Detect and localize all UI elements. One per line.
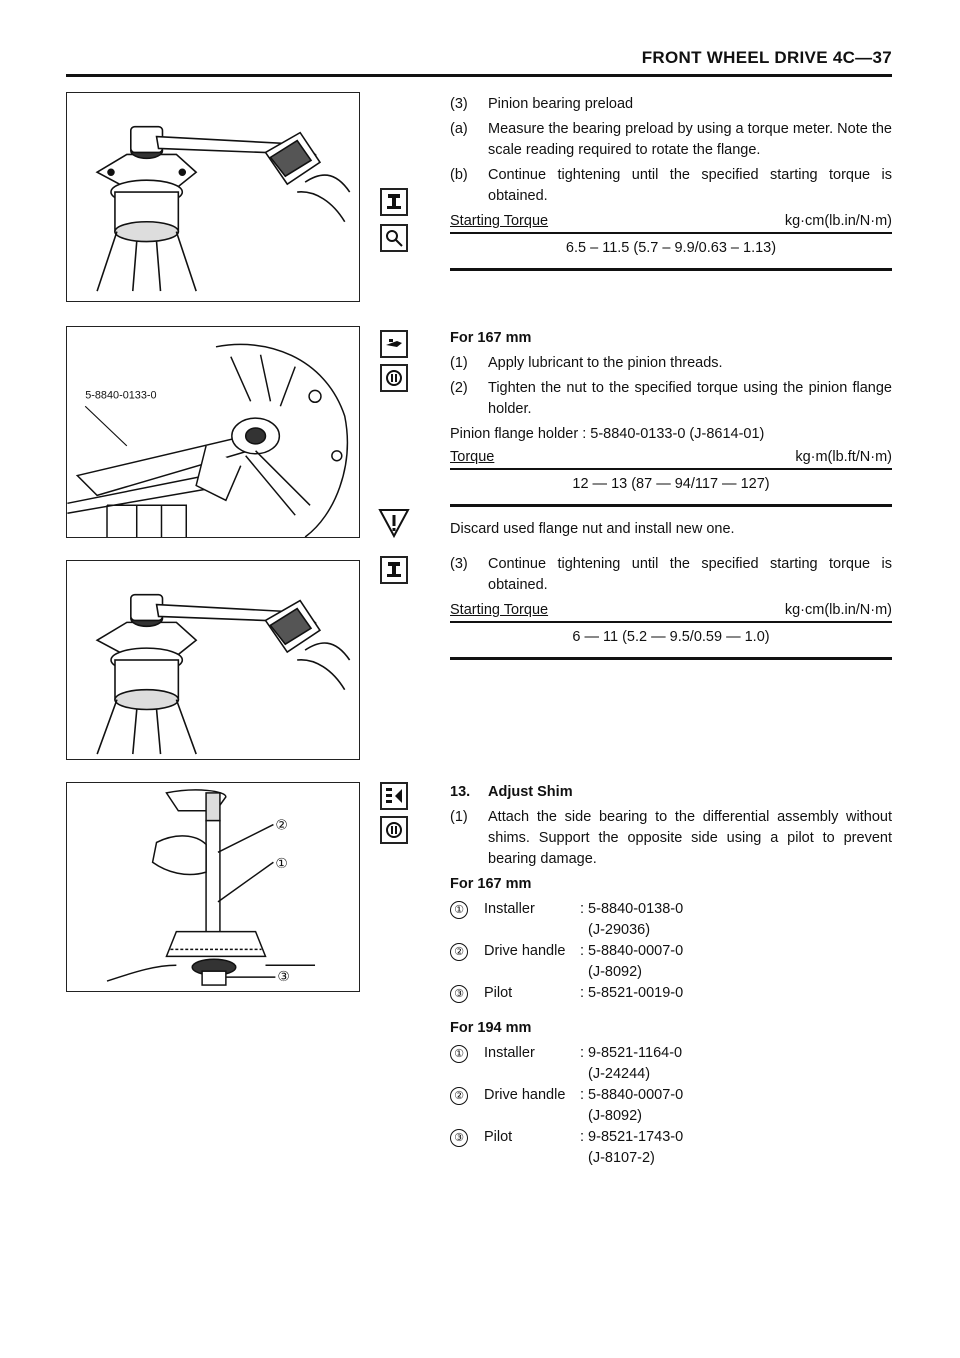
spec2-value: 6 — 11 (5.2 — 9.5/0.59 — 1.0) <box>572 629 770 645</box>
tool-part: : 9-8521-1743-0 <box>580 1129 684 1145</box>
figure-side-bearing-installer <box>66 782 360 992</box>
step-b-number: (b) <box>450 167 468 183</box>
tool-part: : 5-8521-0019-0 <box>580 985 684 1001</box>
figure-flange-holder <box>66 326 360 538</box>
section-167mm-pinion-nut <box>450 328 892 660</box>
callout-2: ② <box>275 817 288 834</box>
caution-icon <box>378 508 410 538</box>
spec2-bottom-rule <box>450 657 892 660</box>
tool-part: : 5-8840-0138-0 <box>580 901 684 917</box>
tool-ref: (J-8092) <box>588 1108 642 1124</box>
tool-ref: (J-24244) <box>588 1066 651 1082</box>
item-number: (3) <box>450 96 468 112</box>
spec2-unit: kg·cm(lb.in/N·m) <box>784 602 892 618</box>
adjust-icon <box>380 782 408 810</box>
substep-1-text: Attach the side bearing to the differential assembly without shims. Support the opposite side using a pilot to prevent bearing damage. <box>488 809 892 867</box>
tool-part: : 5-8840-0007-0 <box>580 1087 684 1103</box>
step-1-text: Apply lubricant to the pinion threads. <box>488 355 723 371</box>
step-a-text: Measure the bearing preload by using a torque meter. Note the scale reading required to rotate the flange. <box>488 121 892 158</box>
spec-rule <box>450 232 892 234</box>
substep-1-number: (1) <box>450 809 468 825</box>
group2-title: For 194 mm <box>450 1020 532 1036</box>
caution-text: Discard used flange nut and install new one. <box>450 521 735 537</box>
page-header: FRONT WHEEL DRIVE 4C—37 <box>641 48 892 67</box>
special-tool-icon-2 <box>380 816 408 844</box>
tool-ref: (J-29036) <box>588 922 651 938</box>
tool-mark: ① <box>450 1043 484 1064</box>
subsection-title: For 167 mm <box>450 330 532 346</box>
tool-part: : 5-8840-0007-0 <box>580 943 684 959</box>
spec-bottom-rule <box>450 268 892 271</box>
section-pinion-preload <box>450 94 892 271</box>
tool-name: Installer <box>484 1045 535 1061</box>
tool-ref: (J-8107-2) <box>588 1150 655 1166</box>
step-3-number: (3) <box>450 556 468 572</box>
flange-holder-illustration <box>67 327 359 537</box>
tool-mark: ② <box>450 941 484 962</box>
spec2-rule <box>450 621 892 623</box>
torque-label: Torque <box>450 449 495 465</box>
step-b-text: Continue tightening until the specified starting torque is obtained. <box>488 167 892 204</box>
group1-tool-list <box>450 899 892 1004</box>
step-title: Adjust Shim <box>488 784 573 800</box>
special-tool-icon <box>380 364 408 392</box>
inspect-icon <box>380 224 408 252</box>
section-adjust-shim <box>450 782 892 1169</box>
figure-torque-meter-2 <box>66 560 360 760</box>
tool-name: Drive handle <box>484 1087 566 1103</box>
tool-name: Pilot <box>484 985 513 1001</box>
lubricate-icon <box>380 330 408 358</box>
step-1-number: (1) <box>450 355 468 371</box>
tool-mark: ② <box>450 1085 484 1106</box>
spec2-label: Starting Torque <box>450 602 549 618</box>
tool-mark: ③ <box>450 1127 484 1148</box>
step-3-text: Continue tightening until the specified starting torque is obtained. <box>488 556 892 593</box>
figure-torque-meter <box>66 92 360 302</box>
step-number: 13. <box>450 784 471 800</box>
torque-rule <box>450 468 892 470</box>
tool-name: Installer <box>484 901 535 917</box>
tool-part: : 9-8521-1164-0 <box>580 1045 683 1061</box>
group1-title: For 167 mm <box>450 876 532 892</box>
header-rule <box>66 74 892 77</box>
item-title: Pinion bearing preload <box>488 96 634 112</box>
group2-tool-list <box>450 1043 892 1169</box>
tool-ref: (J-8092) <box>588 964 642 980</box>
torque-meter-icon <box>380 188 408 216</box>
spec-unit: kg·cm(lb.in/N·m) <box>784 213 892 229</box>
torque-unit: kg·m(lb.ft/N·m) <box>795 449 892 465</box>
torque-bottom-rule <box>450 504 892 507</box>
tool-mark: ① <box>450 899 484 920</box>
step-a-number: (a) <box>450 121 468 137</box>
tool-mark: ③ <box>450 983 484 1004</box>
step-2-text: Tighten the nut to the specified torque using the pinion flange holder. <box>488 380 892 417</box>
tool-name: Drive handle <box>484 943 566 959</box>
torque-value: 12 — 13 (87 — 94/117 — 127) <box>572 476 770 492</box>
spec-value: 6.5 – 11.5 (5.7 – 9.9/0.63 – 1.13) <box>565 240 777 256</box>
figure-callout-tool-number: 5-8840-0133-0 <box>85 389 157 402</box>
tool-line: Pinion flange holder : 5-8840-0133-0 (J-8614-01) <box>450 426 765 442</box>
spec-label: Starting Torque <box>450 213 549 229</box>
callout-3: ③ <box>277 969 290 986</box>
step-2-number: (2) <box>450 380 468 396</box>
installer-illustration <box>67 783 359 991</box>
torque-meter-illustration <box>67 93 359 301</box>
callout-1: ① <box>275 856 288 873</box>
torque-meter-illustration-2 <box>67 561 359 759</box>
torque-meter-icon-2 <box>380 556 408 584</box>
tool-name: Pilot <box>484 1129 513 1145</box>
